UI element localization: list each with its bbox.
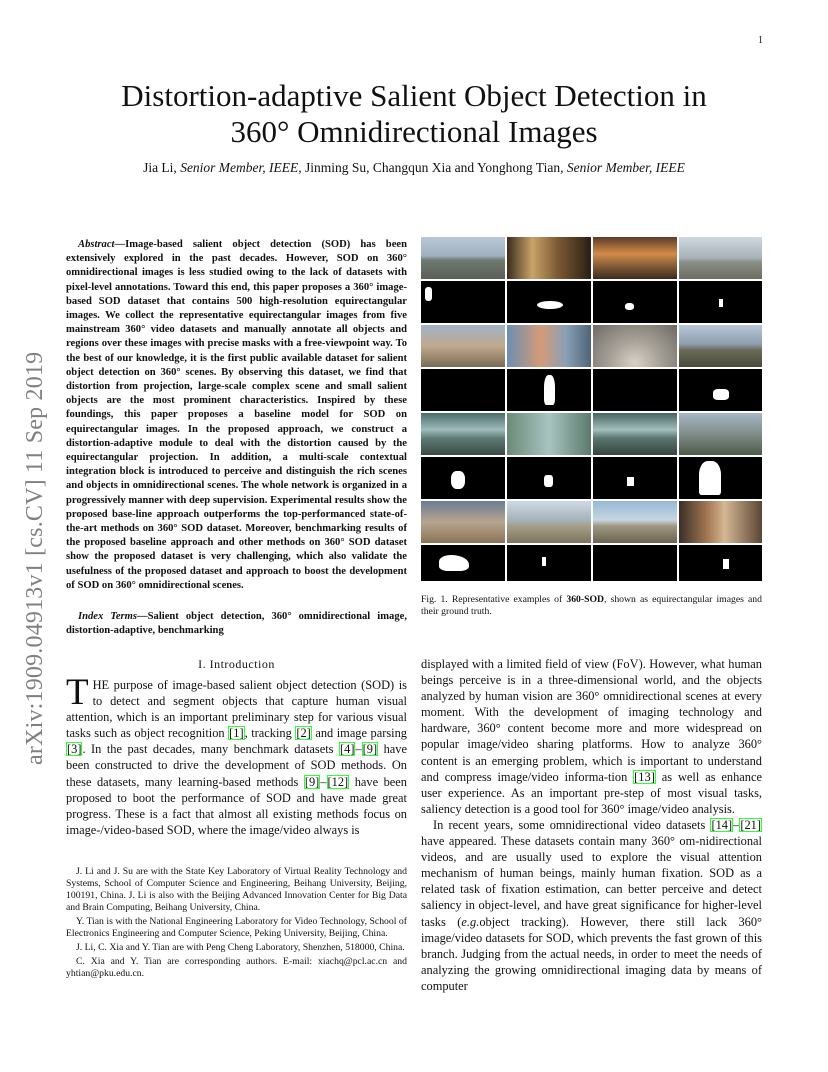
arxiv-stamp (22, 245, 52, 765)
text-run: In recent years, some omnidirectional video datasets (433, 817, 711, 832)
ground-truth-mask (421, 281, 505, 323)
panorama-image (421, 237, 505, 279)
index-terms-label: Index Terms (78, 611, 138, 622)
text-run: and image parsing (311, 726, 408, 741)
author-1-role: Senior Member, IEEE, (180, 160, 302, 175)
footnote: C. Xia and Y. Tian are corresponding authors. E-mail: xiachq@pcl.ac.cn and yhtian@pku.edu.cn. (66, 956, 407, 979)
text-run: have been proposed to boot the performance of SOD and have made great progress. These is a fact that almost all existing methods focus on image-/video-based SOD, where the image/video always is (66, 774, 407, 837)
ground-truth-mask (507, 281, 591, 323)
panorama-image (679, 413, 762, 455)
introduction-text (66, 672, 408, 838)
ground-truth-mask (421, 545, 505, 581)
panorama-image (421, 413, 505, 455)
figure-caption (421, 594, 762, 618)
author-others-role: Senior Member, IEEE (566, 160, 685, 175)
title-line-1: Distortion-adaptive Salient Object Detection in (121, 78, 707, 113)
panorama-image (679, 501, 762, 543)
citation-link[interactable]: [9] (362, 742, 378, 757)
citation-link[interactable]: [12] (327, 774, 349, 789)
citation-link[interactable]: [13] (634, 769, 655, 784)
footnote: J. Li and J. Su are with the State Key Laboratory of Virtual Reality Technology and Systems, School of Computer Science and Engineering, Beihang University, Beijing, 100191, China. J. Li is also with the Beijing Advanced Innovation Center for Big Data and Brain Computing, Beihang University, China. (66, 866, 407, 913)
ground-truth-mask (507, 457, 591, 499)
text-run: have been constructed to drive the development of SOD methods. On these datasets, many learning-based methods (66, 742, 407, 789)
text-run: HE purpose of image-based salient object detection (SOD) is to detect and segment objects that capture human visual attention, which is an important preliminary step for various visual tasks such as object recognition (66, 678, 407, 741)
ground-truth-mask (507, 369, 591, 411)
citation-link[interactable]: [21] (740, 817, 761, 832)
text-run: – (355, 742, 362, 757)
page-number: 1 (758, 35, 763, 46)
index-terms-text: —Salient object detection, 360° omnidirectional image, distortion-adaptive, benchmarking (66, 611, 407, 637)
author-others: Jinming Su, Changqun Xia and Yonghong Tian, (305, 160, 564, 175)
ground-truth-mask (679, 545, 762, 581)
citation-link[interactable]: [4] (340, 742, 355, 757)
ground-truth-mask (593, 545, 677, 581)
caption-suffix: , shown as equirectangular images and their ground truth. (421, 594, 762, 617)
abstract-label: Abstract (78, 239, 115, 250)
ground-truth-mask (679, 281, 762, 323)
panorama-image (421, 325, 505, 367)
footnotes (66, 866, 407, 982)
text-run: as well as enhance user experience. As an important pre-step of most visual tasks, saliency detection is a good tool for 360° image/video analysis. (421, 769, 762, 816)
ground-truth-mask (421, 369, 505, 411)
text-run: – (733, 817, 740, 832)
ground-truth-mask (593, 457, 677, 499)
ground-truth-mask (421, 457, 505, 499)
section-heading: I. Introduction (198, 657, 275, 671)
panorama-image (507, 237, 591, 279)
text-run: displayed with a limited field of view (FoV). However, what human beings perceive is in a three-dimensional world, and the objects analyzed by human vision are 360° omnidirectional scenes at every moment. With the development of imaging technology and hardware, 360° content become more and more widespread on popular image/video sharing platforms. How to analyze 360° content is an emerging problem, which is important to understand and compress image/video informa-tion (421, 657, 762, 784)
caption-prefix: Fig. 1. Representative examples of (421, 594, 567, 605)
citation-link[interactable]: [14] (711, 817, 733, 832)
panorama-image (421, 501, 505, 543)
panorama-image (507, 501, 591, 543)
panorama-image (593, 501, 677, 543)
citation-link[interactable]: [1] (229, 726, 244, 741)
panorama-image (593, 325, 677, 367)
arxiv-stamp-text: arXiv:1909.04913v1 [cs.CV] 11 Sep 2019 (22, 351, 48, 765)
caption-dataset-name: 360-SOD (566, 594, 605, 605)
paragraph (421, 817, 762, 994)
ground-truth-mask (679, 369, 762, 411)
author-1: Jia Li, (143, 160, 177, 175)
panorama-image (507, 325, 591, 367)
title-line-2: 360° Omnidirectional Images (230, 114, 598, 149)
abstract-text: —Image-based salient object detection (SOD) has been extensively explored in the past decades. However, SOD on 360° omnidirectional images is less studied owing to the lack of datasets with pixel-level annotations. Toward this end, this paper proposes a 360° image-based SOD dataset that contains 500 high-resolution equirectangular images. We collect the representative equirectangular images from five mainstream 360° video datasets and manually annotate all objects and regions over these images with precise masks with a free-viewpoint way. To the best of our knowledge, it is the first public available dataset for salient object detection on 360° scenes. By observing this dataset, we find that distortion from projection, large-scale complex scene and small salient objects are the most prominent characteristics. Inspired by these foundings, this paper proposes a baseline model for SOD on equirectangular images. In the proposed approach, we construct a distortion-adaptive module to deal with the distortion caused by the equirectangular projection. In addition, a multi-scale contextual integration block is introduced to perceive and distinguish the rich scenes and objects in omnidirectional scenes. The whole network is organized in a progressively manner with deep supervision. Experimental results show the proposed base-line approach outperforms the top-performanced state-of-the-art methods on 360° SOD dataset. Moreover, benchmarking results of the proposed baseline approach and other methods on 360° SOD dataset show the proposed dataset is very challenging, which also validate the usefulness of the proposed dataset and approach to boost the development of SOD on 360° omnidirectional scenes. (66, 239, 407, 591)
panorama-image (679, 325, 762, 367)
text-run: object tracking). However, there still lack 360° image/video datasets for SOD, which prevents the fast grown of this branch. Judging from the actual needs, in order to meet the needs of analyzing the growing omnidirectional imaging data by means of computer (421, 914, 762, 993)
citation-link[interactable]: [2] (296, 726, 311, 741)
text-run: , tracking (244, 726, 296, 741)
ground-truth-mask (679, 457, 762, 499)
ground-truth-mask (593, 369, 677, 411)
text-run: have appeared. These datasets contain many 360° om-nidirectional videos, and are usually used to explore the visual attention mechanism of human beings, mainly human fixation. SOD as a related task of fixation estimation, can better perceive and detect saliency in object-level, and have great significance for higher-level tasks ( (421, 834, 762, 929)
footnote: J. Li, C. Xia and Y. Tian are with Peng Cheng Laboratory, Shenzhen, 518000, China. (76, 942, 405, 953)
ground-truth-mask (593, 281, 677, 323)
paragraph (421, 656, 762, 817)
paper-title (60, 78, 768, 150)
ground-truth-mask (507, 545, 591, 581)
text-run: – (320, 774, 327, 789)
text-run: . In the past decades, many benchmark datasets (82, 742, 339, 757)
figure-1-grid (421, 237, 762, 581)
citation-link[interactable]: [9] (304, 774, 320, 789)
panorama-image (593, 237, 677, 279)
drop-cap: T (66, 672, 89, 713)
panorama-image (593, 413, 677, 455)
abstract (66, 238, 407, 593)
text-run-italic: e.g. (461, 914, 480, 929)
right-column-text (421, 656, 762, 994)
panorama-image (679, 237, 762, 279)
index-terms (66, 610, 407, 638)
footnote: Y. Tian is with the National Engineering Laboratory for Video Technology, School of Electronics Engineering and Computer Science, Peking University, Beijing, China. (66, 916, 407, 939)
author-line (60, 160, 768, 176)
panorama-image (507, 413, 591, 455)
citation-link[interactable]: [3] (67, 742, 82, 757)
